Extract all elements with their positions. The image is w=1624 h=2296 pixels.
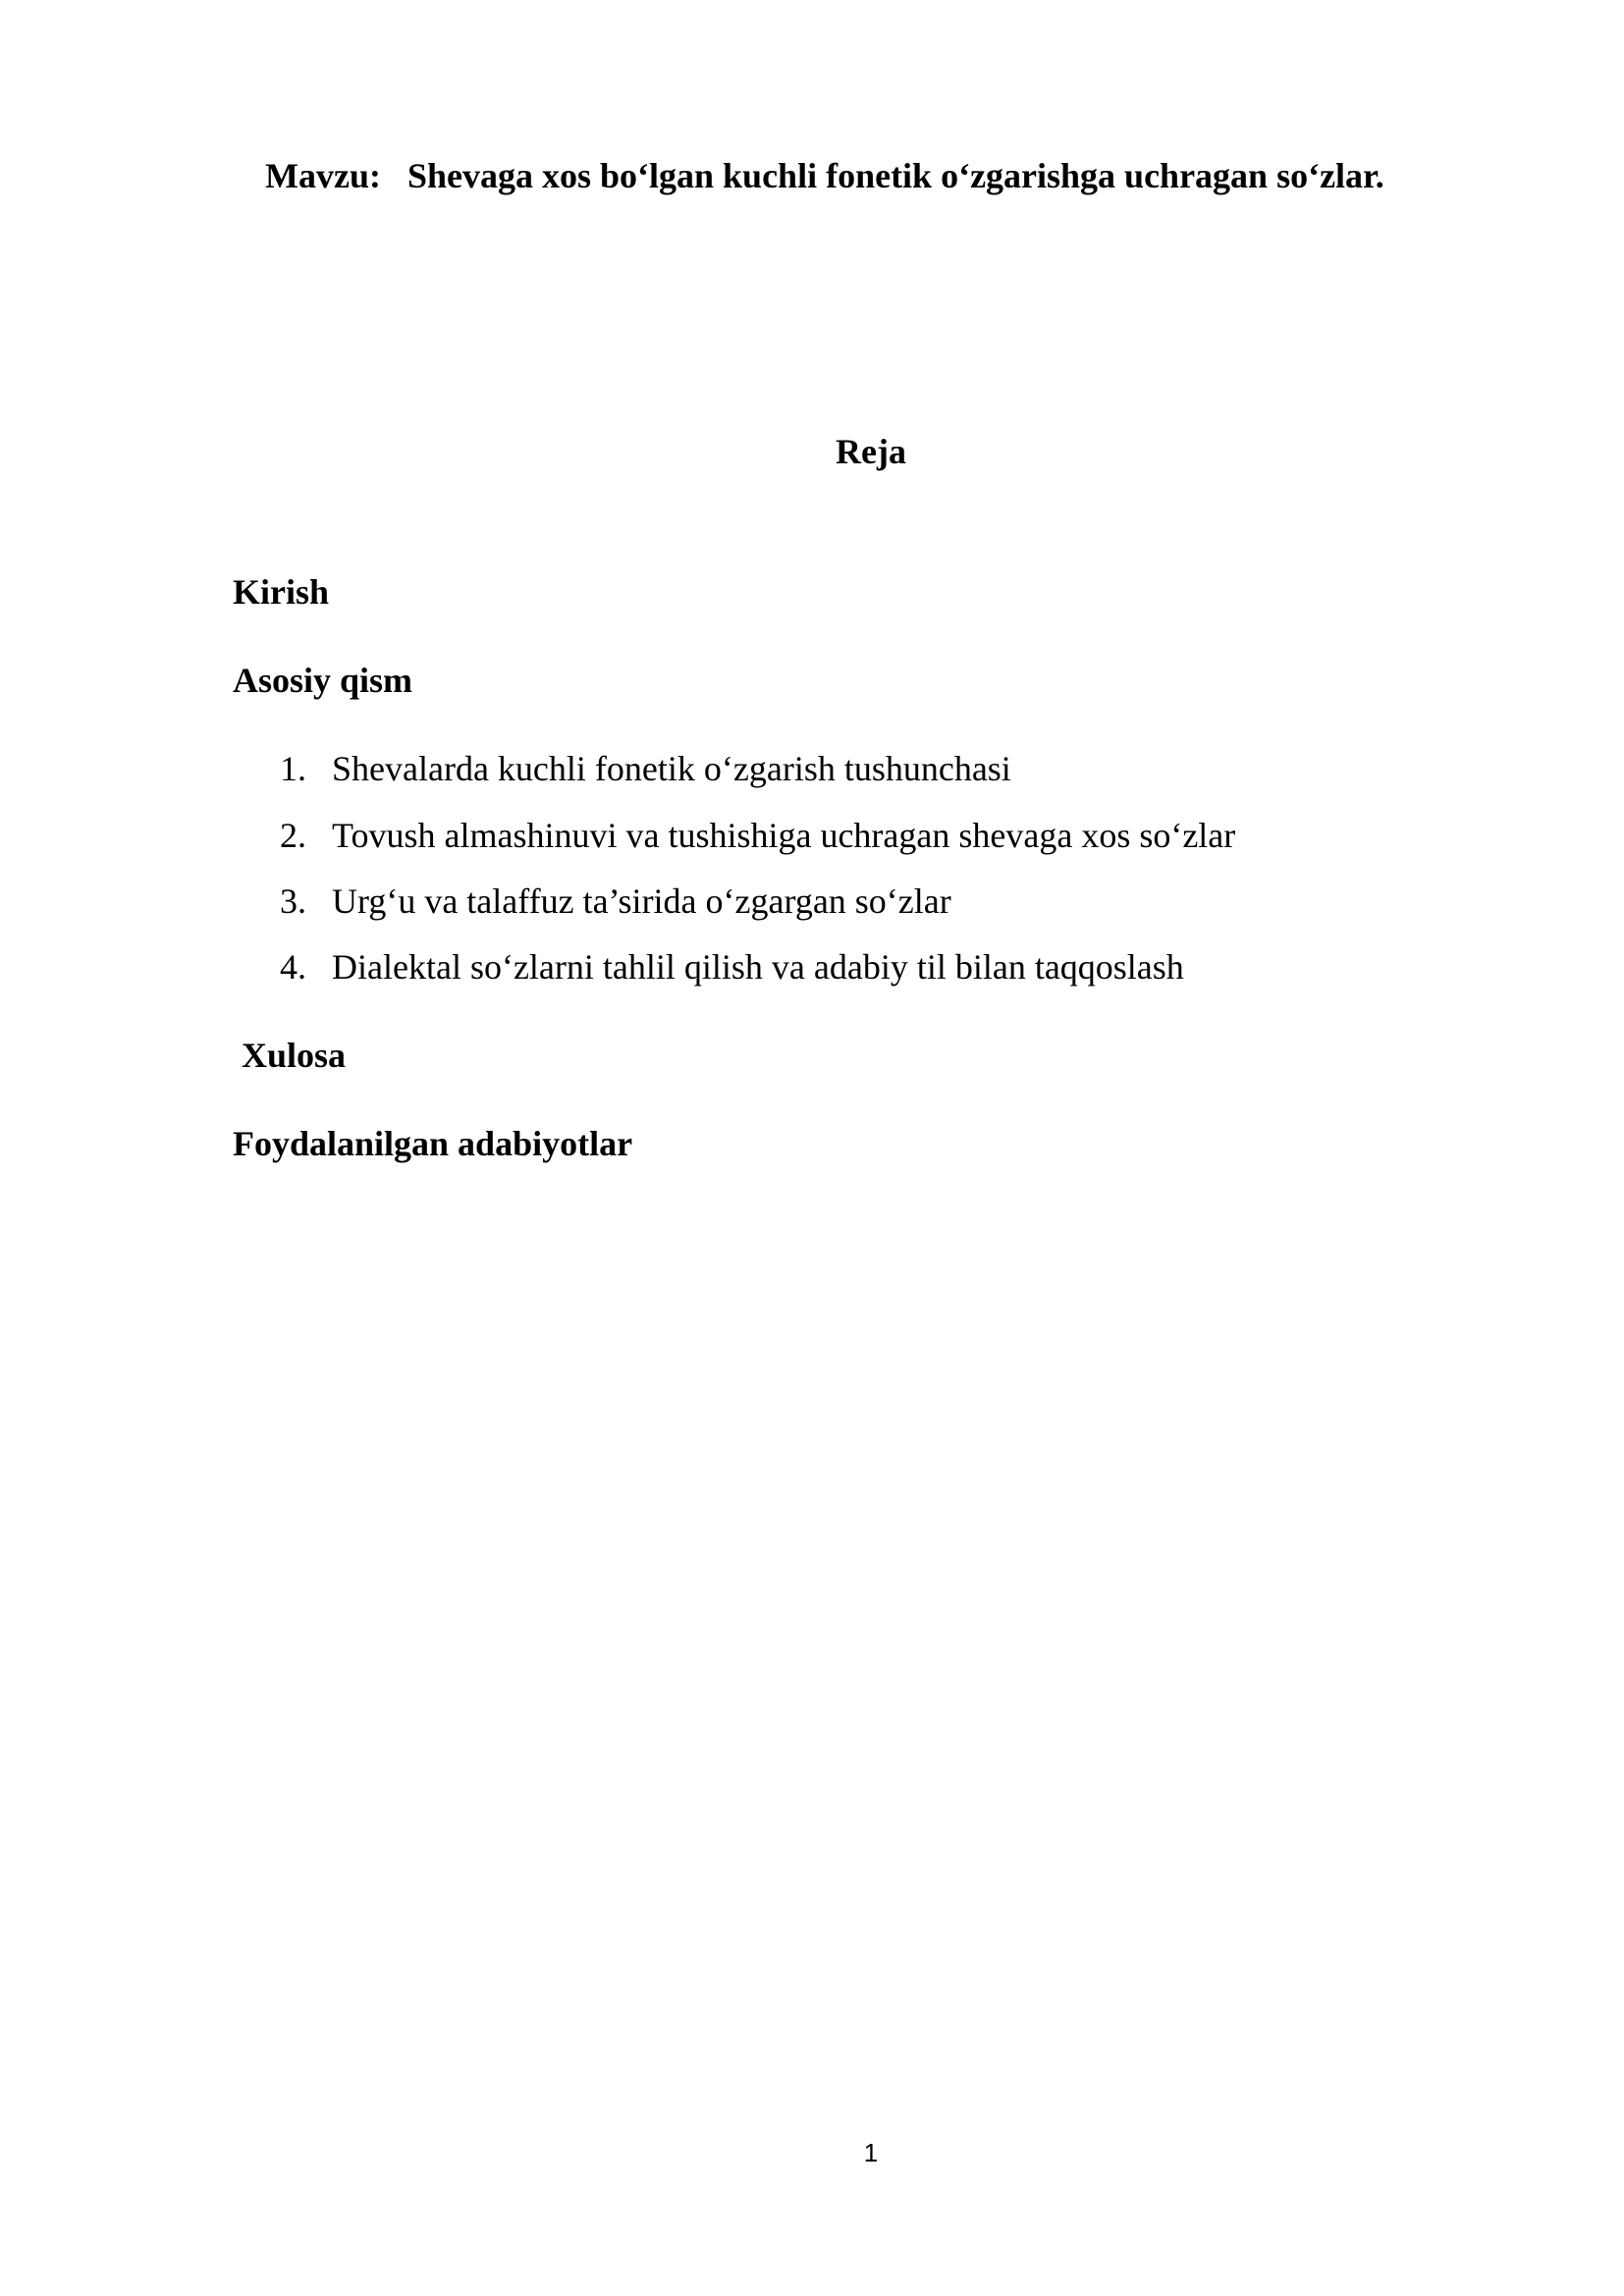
topic-text: Shevaga xos bo‘lgan kuchli fonetik o‘zgarishga uchragan so‘zlar. <box>406 156 1384 195</box>
section-main: Asosiy qism <box>233 661 413 700</box>
section-conclusion: Xulosa <box>242 1036 347 1075</box>
plan-item-text: Tovush almashinuvi va tushishiga uchragan shevaga xos so‘zlar <box>332 816 1236 855</box>
plan-item-text: Urg‘u va talaffuz ta’sirida o‘zgargan so‘zlar <box>332 881 951 921</box>
topic-label: Mavzu: <box>265 156 381 195</box>
plan-item-number: 2. <box>280 816 306 855</box>
topic-heading <box>265 155 1384 196</box>
plan-item-text: Shevalarda kuchli fonetik o‘zgarish tushunchasi <box>332 749 1011 788</box>
page-number: 1 <box>863 2138 879 2167</box>
plan-item-number: 1. <box>280 749 306 788</box>
plan-title: Reja <box>836 432 906 471</box>
plan-item-number: 4. <box>280 947 306 987</box>
section-intro: Kirish <box>233 572 330 612</box>
section-references: Foydalanilgan adabiyotlar <box>233 1124 633 1163</box>
plan-item-text: Dialektal so‘zlarni tahlil qilish va adabiy til bilan taqqoslash <box>332 947 1184 987</box>
plan-item-number: 3. <box>280 881 306 921</box>
